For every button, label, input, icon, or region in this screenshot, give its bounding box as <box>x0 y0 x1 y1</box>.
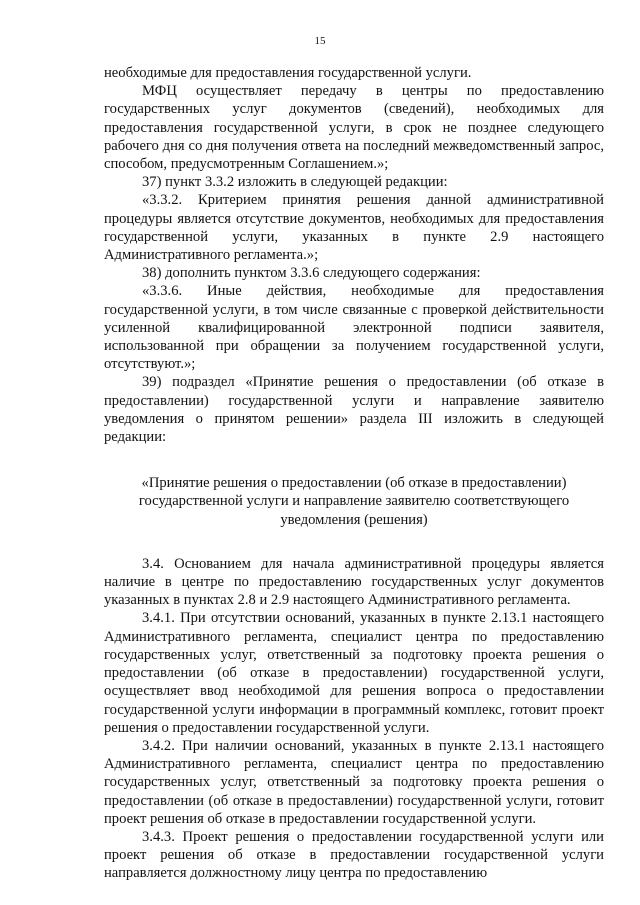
paragraph: 3.4.3. Проект решения о предоставлении государственной услуги или проект решения об отказе в предоставлении государственной услуги направляется должностному лицу центра по предоставлению <box>104 828 604 882</box>
paragraph: 3.4.1. При отсутствии оснований, указанных в пункте 2.13.1 настоящего Административного регламента, специалист центра по предоставлению государственных услуг, ответственный за подготовку проекта решения о предоставлении (об отказе в предоставлении) государственной услуги, осуществляет ввод необходимой для решения вопроса о предоставлении государственной услуги информации в программный комплекс, готовит проект решения о предоставлении государственной услуги. <box>104 610 604 736</box>
paragraph: 3.4.2. При наличии оснований, указанных в пункте 2.13.1 настоящего Административного регламента, специалист центра по предоставлению государственных услуг, ответственный за подготовку проекта решения о предоставлении (об отказе в предоставлении) государственной услуги, готовит проект решения об отказе в предоставлении государственной услуги. <box>104 737 604 827</box>
paragraph: 37) пункт 3.3.2 изложить в следующей редакции: <box>142 174 448 191</box>
paragraph: 39) подраздел «Принятие решения о предоставлении (об отказе в предоставлении) государственной услуги и направление заявителю уведомления о принятом решении» раздела III изложить в следующей редакции: <box>104 374 604 446</box>
paragraph: необходимые для предоставления государственной услуги. <box>104 65 472 81</box>
document-body <box>104 64 604 883</box>
paragraph: 38) дополнить пунктом 3.3.6 следующего содержания: <box>142 265 481 282</box>
section-heading <box>104 474 604 529</box>
section-heading-line: государственной услуги и направление заявителю соответствующего <box>138 493 570 510</box>
section-heading-line: «Принятие решения о предоставлении (об отказе в предоставлении) <box>141 475 567 492</box>
paragraph: «3.3.2. Критерием принятия решения данной административной процедуры является отсутствие документов, необходимых для предоставления государственной услуги, указанных в пункте 2.9 настоящего Административного регламента.»; <box>104 192 604 264</box>
paragraph: «3.3.6. Иные действия, необходимые для предоставления государственной услуги, в том числе связанные с проверкой действительности усиленной квалифицированной электронной подписи заявителя, использованной при обращении за получением государственной услуги, отсутствуют.»; <box>104 283 604 373</box>
paragraph: 3.4. Основанием для начала административной процедуры является наличие в центре по предоставлению государственных услуг документов указанных в пунктах 2.8 и 2.9 настоящего Административного регламента. <box>104 555 604 609</box>
page-number: 15 <box>314 35 326 47</box>
paragraph: МФЦ осуществляет передачу в центры по предоставлению государственных услуг документов (сведений), необходимых для предоставления государственной услуги, в срок не позднее следующего рабочего дня со дня получения ответа на последний межведомственный запрос, способом, предусмотренным Соглашением.»; <box>104 83 604 173</box>
section-heading-line: уведомления (решения) <box>280 511 428 528</box>
